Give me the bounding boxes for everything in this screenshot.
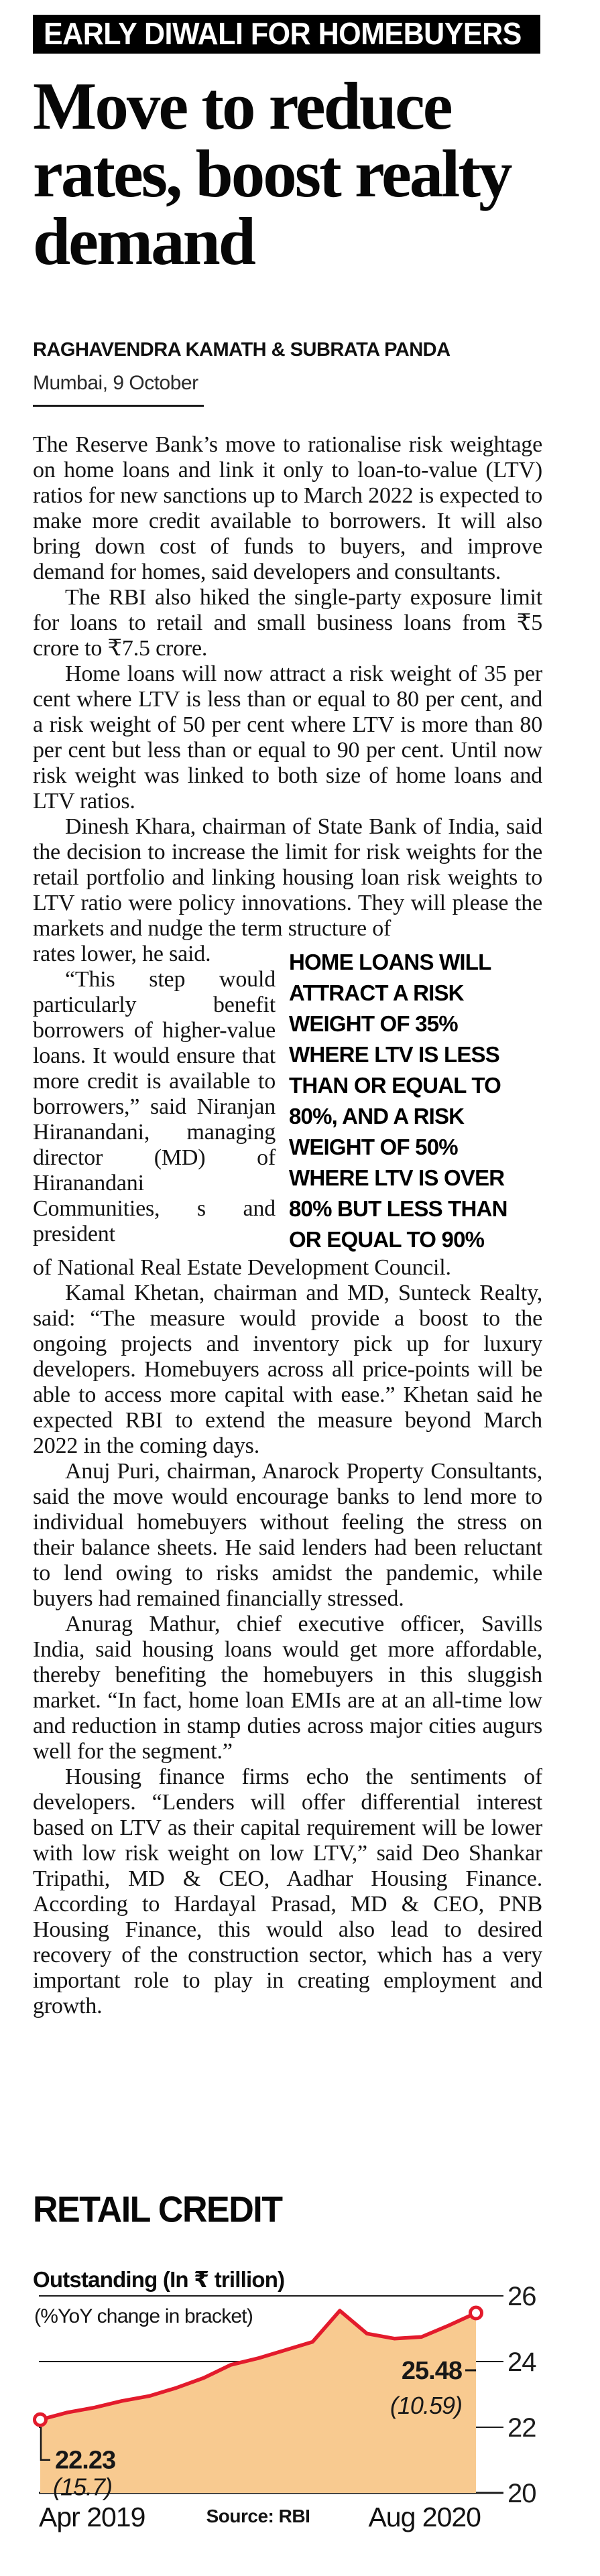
byline: RAGHAVENDRA KAMATH & SUBRATA PANDA bbox=[33, 339, 451, 361]
end-marker bbox=[471, 2307, 482, 2319]
y-tick-26: 26 bbox=[507, 2282, 536, 2311]
paragraph: “This step would particularly benefit borrowers of higher-value loans. It would ensure that more credit is available to borrowers,” said Niranjan Hiranandani, managing director (MD) of Hiranandani Communities, s and president bbox=[33, 967, 276, 1246]
paragraph: The Reserve Bank’s move to rationalise risk weightage on home loans and link it only to loan-to-value (LTV) ratios for new sanctions up to March 2022 is expected to make more credit available to borrowers. It will also bring down cost of funds to buyers, and improve demand for homes, said developers and consultants. bbox=[33, 432, 542, 584]
y-tick-20: 20 bbox=[507, 2479, 536, 2508]
chart-title: RETAIL CREDIT bbox=[33, 2189, 282, 2230]
chart-subtitle: Outstanding (In ₹ trillion) bbox=[33, 2267, 285, 2292]
retail-credit-chart bbox=[33, 2178, 562, 2576]
end-value-label: 25.48 bbox=[401, 2357, 462, 2385]
y-tick-22: 22 bbox=[507, 2413, 536, 2443]
dateline: Mumbai, 9 October bbox=[33, 372, 198, 394]
paragraph: rates lower, he said. bbox=[33, 942, 211, 966]
headline: Move to reduce rates, boost realty demand bbox=[33, 68, 511, 279]
start-yoy-label: (15.7) bbox=[53, 2473, 113, 2501]
kicker-banner bbox=[33, 15, 540, 54]
x-label-start: Apr 2019 bbox=[39, 2502, 145, 2532]
paragraph: of National Real Estate Development Council. bbox=[33, 1255, 451, 1280]
paragraph: Dinesh Khara, chairman of State Bank of India, said the decision to increase the limit for risk weights for the retail portfolio and linking housing loan risk weights to LTV ratio were policy innovations. They will please the markets and nudge the term structure of bbox=[33, 814, 542, 941]
paragraph: Home loans will now attract a risk weight of 35 per cent where LTV is less than or equal to 80 per cent, and a risk weight of 50 per cent where LTV is more than 80 per cent but less than or equal to 90 per cent. Until now risk weight was linked to both size of home loans and LTV ratios. bbox=[33, 661, 542, 814]
chart-note: (%YoY change in bracket) bbox=[34, 2305, 253, 2327]
dateline-rule bbox=[33, 405, 204, 407]
paragraph: Anuj Puri, chairman, Anarock Property Consultants, said the move would encourage banks to lend more to individual homebuyers without feeling the stress on their balance sheets. He said lenders had been reluctant to lend owing to risks amidst the pandemic, while buyers had remained financially stressed. bbox=[33, 1459, 542, 1611]
article-body bbox=[33, 432, 542, 2175]
text-wrap-row bbox=[33, 942, 542, 1255]
paragraph: Housing finance firms echo the sentiments of developers. “Lenders will offer differential interest based on LTV as their capital requirement will be lower with low risk weight on low LTV,” said Deo Shankar Tripathi, MD & CEO, Aadhar Housing Finance. According to Hardayal Prasad, MD & CEO, PNB Housing Finance, this would also lead to desired recovery of the construction sector, which has a very important role to play in creating employment and growth. bbox=[33, 1764, 542, 2018]
start-marker bbox=[35, 2414, 46, 2425]
end-yoy-label: (10.59) bbox=[389, 2392, 462, 2419]
x-label-end: Aug 2020 bbox=[368, 2502, 481, 2532]
area-chart-canvas bbox=[33, 2178, 562, 2576]
paragraph: Anurag Mathur, chief executive officer, Savills India, said housing loans would get more affordable, thereby benefiting the homebuyers in this sluggish market. “In fact, home loan EMIs are at an all-time low and reduction in stamp duties across major cities augurs well for the segment.” bbox=[33, 1612, 542, 1764]
kicker-text: EARLY DIWALI FOR HOMEBUYERS bbox=[44, 16, 522, 52]
paragraph: Kamal Khetan, chairman and MD, Sunteck Realty, said: “The measure would provide a boost to the ongoing projects and inventory pick up for luxury developers. Homebuyers across all price-points will be able to access more capital with ease.” Khetan said he expected RBI to extend the measure beyond March 2022 in the coming days. bbox=[33, 1281, 542, 1458]
pull-quote: HOME LOANS WILL ATTRACT A RISK WEIGHT OF 35% WHERE LTV IS LESS THAN OR EQUAL TO 80%, AND A RISK WEIGHT OF 50% WHERE LTV IS OVER 80% BUT LESS THAN OR EQUAL TO 90% bbox=[289, 950, 507, 1252]
source-label: Source: RBI bbox=[206, 2506, 310, 2526]
wrap-left-column bbox=[33, 942, 276, 1247]
y-tick-24: 24 bbox=[507, 2347, 536, 2377]
paragraph: The RBI also hiked the single-party exposure limit for loans to retail and small business loans from ₹5 crore to ₹7.5 crore. bbox=[33, 585, 542, 661]
start-value-label: 22.23 bbox=[55, 2446, 116, 2475]
